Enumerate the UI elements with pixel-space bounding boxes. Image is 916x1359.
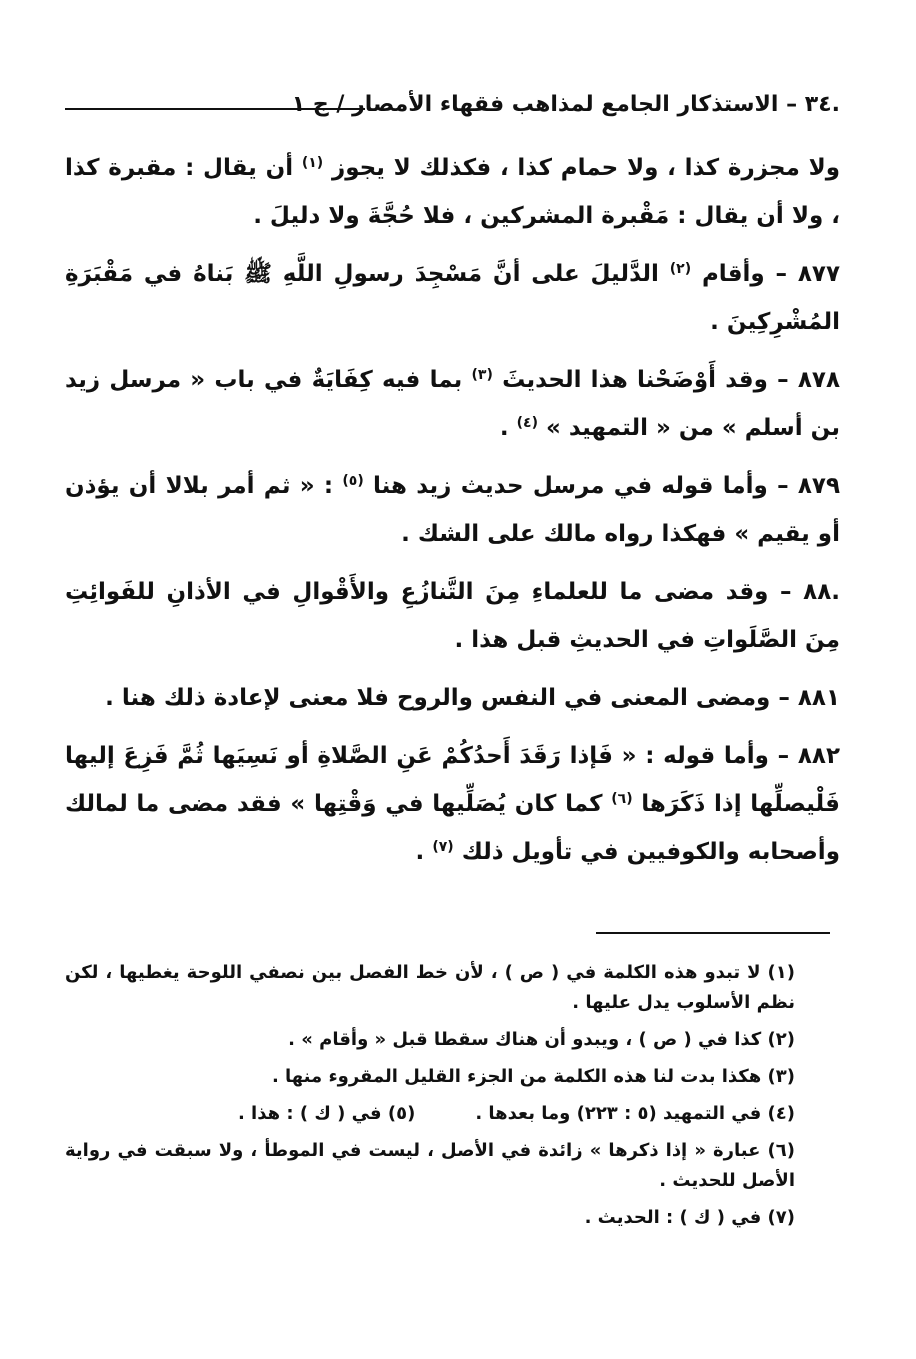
footnote-ref[interactable]: (٤): [516, 415, 538, 431]
footnote-3: (٣) هكذا بدت لنا هذه الكلمة من الجزء القليل المقروء منها .: [271, 1066, 795, 1087]
footnote-4: (٤) في التمهيد (٥ : ٢٢٣) وما بعدها .: [475, 1103, 795, 1124]
header-rule: [65, 108, 365, 110]
footnote-7: (٧) في ( ك ) : الحديث .: [584, 1207, 795, 1228]
running-header: [65, 92, 840, 124]
paragraph-882: ٨٨٢ – وأما قوله : « فَإذا رَقَدَ أَحدُكُمْ عَنِ الصَّلاةِ أو نَسِيَها ثُمَّ فَزِعَ إليها فَلْيصلِّها إذا ذَكَرَها $^{(٦)}$ كما كان يُصَلِّيها في وَقْتِها » فقد مضى ما لمالك وأصحابه والكوفيين في تأويل ذلك $^{(٧)}$ .: [65, 743, 840, 865]
footnotes: [65, 958, 835, 1240]
paragraph-881: ٨٨١ – ومضى المعنى في النفس والروح فلا معنى لإعادة ذلك هنا .: [105, 685, 840, 711]
footnote-ref[interactable]: (١): [301, 155, 324, 171]
footnote-6: (٦) عبارة « إذا ذكرها » زائدة في الأصل ، ليست في الموطأ ، ولا سبقت في رواية الأصل للحديث .: [65, 1140, 795, 1191]
paragraph: ولا مجزرة كذا ، ولا حمام كذا ، فكذلك لا يجوز $^{(١)}$ أن يقال : مقبرة كذا ، ولا أن يقال : مَقْبرة المشركين ، فلا حُجَّةَ ولا دليلَ .: [65, 155, 840, 229]
footnote-ref[interactable]: (٦): [611, 791, 633, 807]
paragraph-878: ٨٧٨ – وقد أَوْضَحْنا هذا الحديثَ $^{(٣)}$ بما فيه كِفَايَةٌ في باب « مرسل زيد بن أسلم » من « التمهيد » $^{(٤)}$ .: [65, 367, 840, 441]
footnote-2: (٢) كذا في ( ص ) ، ويبدو أن هناك سقطا قبل « وأقام » .: [288, 1029, 795, 1050]
running-title: .٣٤ – الاستذكار الجامع لمذاهب فقهاء الأمصار / ج ١: [291, 92, 840, 117]
footnote-1: (١) لا تبدو هذه الكلمة في ( ص ) ، لأن خط الفصل بين نصفي اللوحة يغطيها ، لكن نظم الأسلوب يدل عليها .: [65, 962, 795, 1013]
footnote-ref[interactable]: (٢): [669, 261, 692, 277]
footnote-row-4-5: [65, 1099, 835, 1129]
footnote-ref[interactable]: (٥): [342, 473, 364, 489]
paragraph-877: ٨٧٧ – وأقام $^{(٢)}$ الدَّليلَ على أنَّ مَسْجِدَ رسولِ اللَّهِ ﷺ بَناهُ في مَقْبَرَةِ المُشْرِكِينَ .: [65, 261, 841, 335]
footnote-5: (٥) في ( ك ) : هذا .: [237, 1103, 416, 1124]
footnote-separator: [596, 932, 830, 934]
paragraph-880: .٨٨ – وقد مضى ما للعلماءِ مِنَ التَّنازُعِ والأَقْوالِ في الأذانِ للفَوائِتِ مِنَ الصَّلَواتِ في الحديثِ قبل هذا .: [65, 579, 840, 653]
footnote-ref[interactable]: (٧): [432, 839, 454, 855]
footnote-ref[interactable]: (٣): [471, 367, 493, 383]
main-text: [65, 144, 840, 876]
paragraph-879: ٨٧٩ – وأما قوله في مرسل حديث زيد هنا $^{(٥)}$ : « ثم أمر بلالا أن يؤذن أو يقيم » فهكذا رواه مالك على الشك .: [65, 473, 840, 547]
